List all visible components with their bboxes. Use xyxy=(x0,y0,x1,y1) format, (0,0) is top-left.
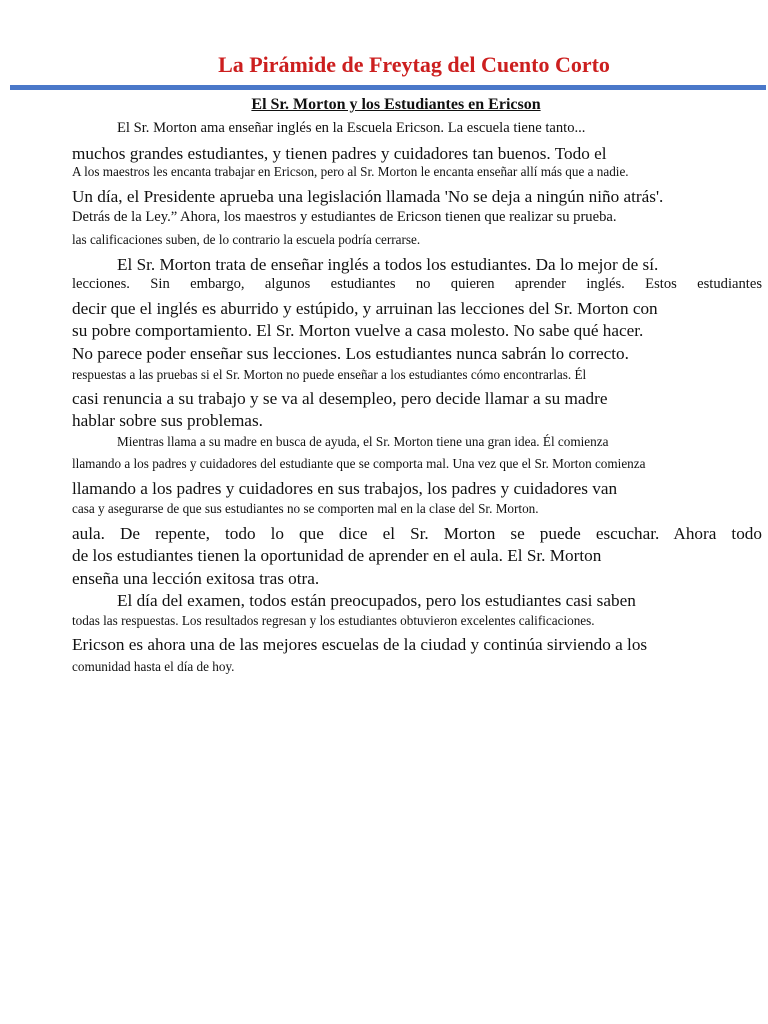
story-line: respuestas a las pruebas si el Sr. Morton no puede enseñar a los estudiantes cómo encontrarlas. Él xyxy=(72,367,587,382)
story-line: El día del examen, todos están preocupados, pero los estudiantes casi saben xyxy=(117,591,636,610)
story-line: Ericson es ahora una de las mejores escuelas de la ciudad y continúa sirviendo a los xyxy=(72,635,648,654)
story-line: su pobre comportamiento. El Sr. Morton vuelve a casa molesto. No sabe qué hacer. xyxy=(72,321,644,340)
story-line: No parece poder enseñar sus lecciones. Los estudiantes nunca sabrán lo correcto. xyxy=(72,344,629,363)
story-line: enseña una lección exitosa tras otra. xyxy=(72,569,320,588)
story-line: Detrás de la Ley.” Ahora, los maestros y estudiantes de Ericson tienen que realizar su prueba. xyxy=(72,209,617,225)
story-line: las calificaciones suben, de lo contrario la escuela podría cerrarse. xyxy=(72,232,421,247)
story-line: casi renuncia a su trabajo y se va al desempleo, pero decide llamar a su madre xyxy=(72,389,608,408)
story-line: muchos grandes estudiantes, y tienen padres y cuidadores tan buenos. Todo el xyxy=(72,144,607,163)
story-line: El Sr. Morton ama enseñar inglés en la Escuela Ericson. La escuela tiene tanto... xyxy=(117,120,586,136)
story-line: El Sr. Morton trata de enseñar inglés a todos los estudiantes. Da lo mejor de sí. xyxy=(117,255,659,274)
story-line: aula. De repente, todo lo que dice el Sr. Morton se puede escuchar. Ahora todo xyxy=(72,524,762,543)
story-line: hablar sobre sus problemas. xyxy=(72,411,263,430)
story-line: casa y asegurarse de que sus estudiantes no se comporten mal en la clase del Sr. Morton. xyxy=(72,501,539,516)
story-line: todas las respuestas. Los resultados regresan y los estudiantes obtuvieron excelentes calificaciones. xyxy=(72,613,595,628)
title-divider xyxy=(10,85,766,90)
story-line: Un día, el Presidente aprueba una legislación llamada 'No se deja a ningún niño atrás'. xyxy=(72,187,664,206)
story-line: Mientras llama a su madre en busca de ayuda, el Sr. Morton tiene una gran idea. Él comienza xyxy=(117,434,609,449)
page-title: La Pirámide de Freytag del Cuento Corto xyxy=(218,52,610,77)
story-line: A los maestros les encanta trabajar en Ericson, pero al Sr. Morton le encanta enseñar allí más que a nadie. xyxy=(72,164,629,179)
story-line: lecciones. Sin embargo, algunos estudiantes no quieren aprender inglés. Estos estudiantes xyxy=(72,276,762,292)
story-line: decir que el inglés es aburrido y estúpido, y arruinan las lecciones del Sr. Morton con xyxy=(72,299,658,318)
story-title: El Sr. Morton y los Estudiantes en Ericson xyxy=(251,96,541,113)
story-line: llamando a los padres y cuidadores en sus trabajos, los padres y cuidadores van xyxy=(72,479,618,498)
story-line: comunidad hasta el día de hoy. xyxy=(72,659,235,674)
story-line: de los estudiantes tienen la oportunidad de aprender en el aula. El Sr. Morton xyxy=(72,546,602,565)
story-line: llamando a los padres y cuidadores del estudiante que se comporta mal. Una vez que el Sr. Morton comienza xyxy=(72,456,646,471)
